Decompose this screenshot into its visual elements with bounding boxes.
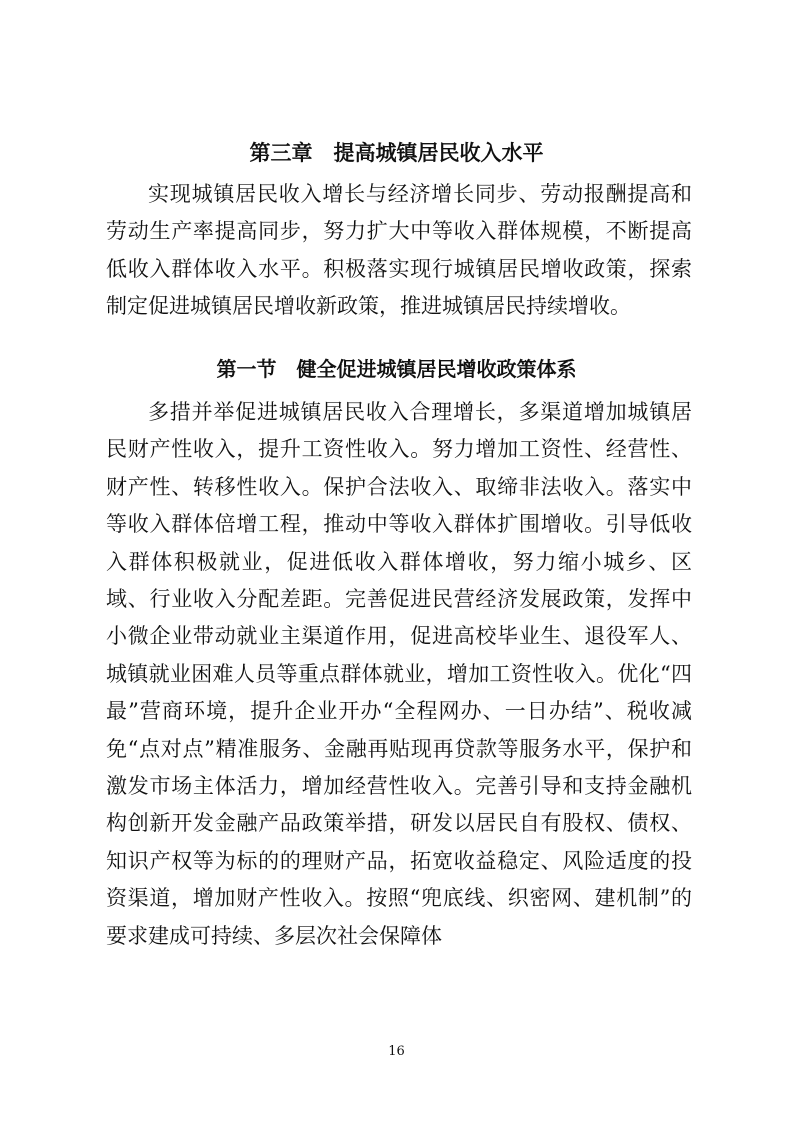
section-body-paragraph: 多措并举促进城镇居民收入合理增长，多渠道增加城镇居民财产性收入，提升工资性收入。努力增加工资性、经营性、财产性、转移性收入。保护合法收入、取缔非法收入。落实中等收入群体倍增工程，推动中等收入群体扩围增收。引导低收入群体积极就业，促进低收入群体增收，努力缩小城乡、区域、行业收入分配差距。完善促进民营经济发展政策，发挥中小微企业带动就业主渠道作用，促进高校毕业生、退役军人、城镇就业困难人员等重点群体就业，增加工资性收入。优化“四最”营商环境，提升企业开办“全程网办、一日办结”、税收减免“点对点”精准服务、金融再贴现再贷款等服务水平，保护和激发市场主体活力，增加经营性收入。完善引导和支持金融机构创新开发金融产品政策举措，研发以居民自有股权、债权、知识产权等为标的的理财产品，拓宽收益稳定、风险适度的投资渠道，增加财产性收入。按照“兜底线、织密网、建机制”的要求建成可持续、多层次社会保障体: [106, 400, 692, 948]
page-number: 16: [388, 1044, 405, 1059]
section-title: 第一节 健全促进城镇居民增收政策体系: [216, 357, 577, 381]
chapter-title: 第三章 提高城镇居民收入水平: [249, 140, 544, 165]
chapter-intro-paragraph: 实现城镇居民收入增长与经济增长同步、劳动报酬提高和劳动生产率提高同步，努力扩大中等收入群体规模，不断提高低收入群体收入水平。积极落实现行城镇居民增收政策，探索制定促进城镇居民增收新政策，推进城镇居民持续增收。: [106, 182, 692, 319]
